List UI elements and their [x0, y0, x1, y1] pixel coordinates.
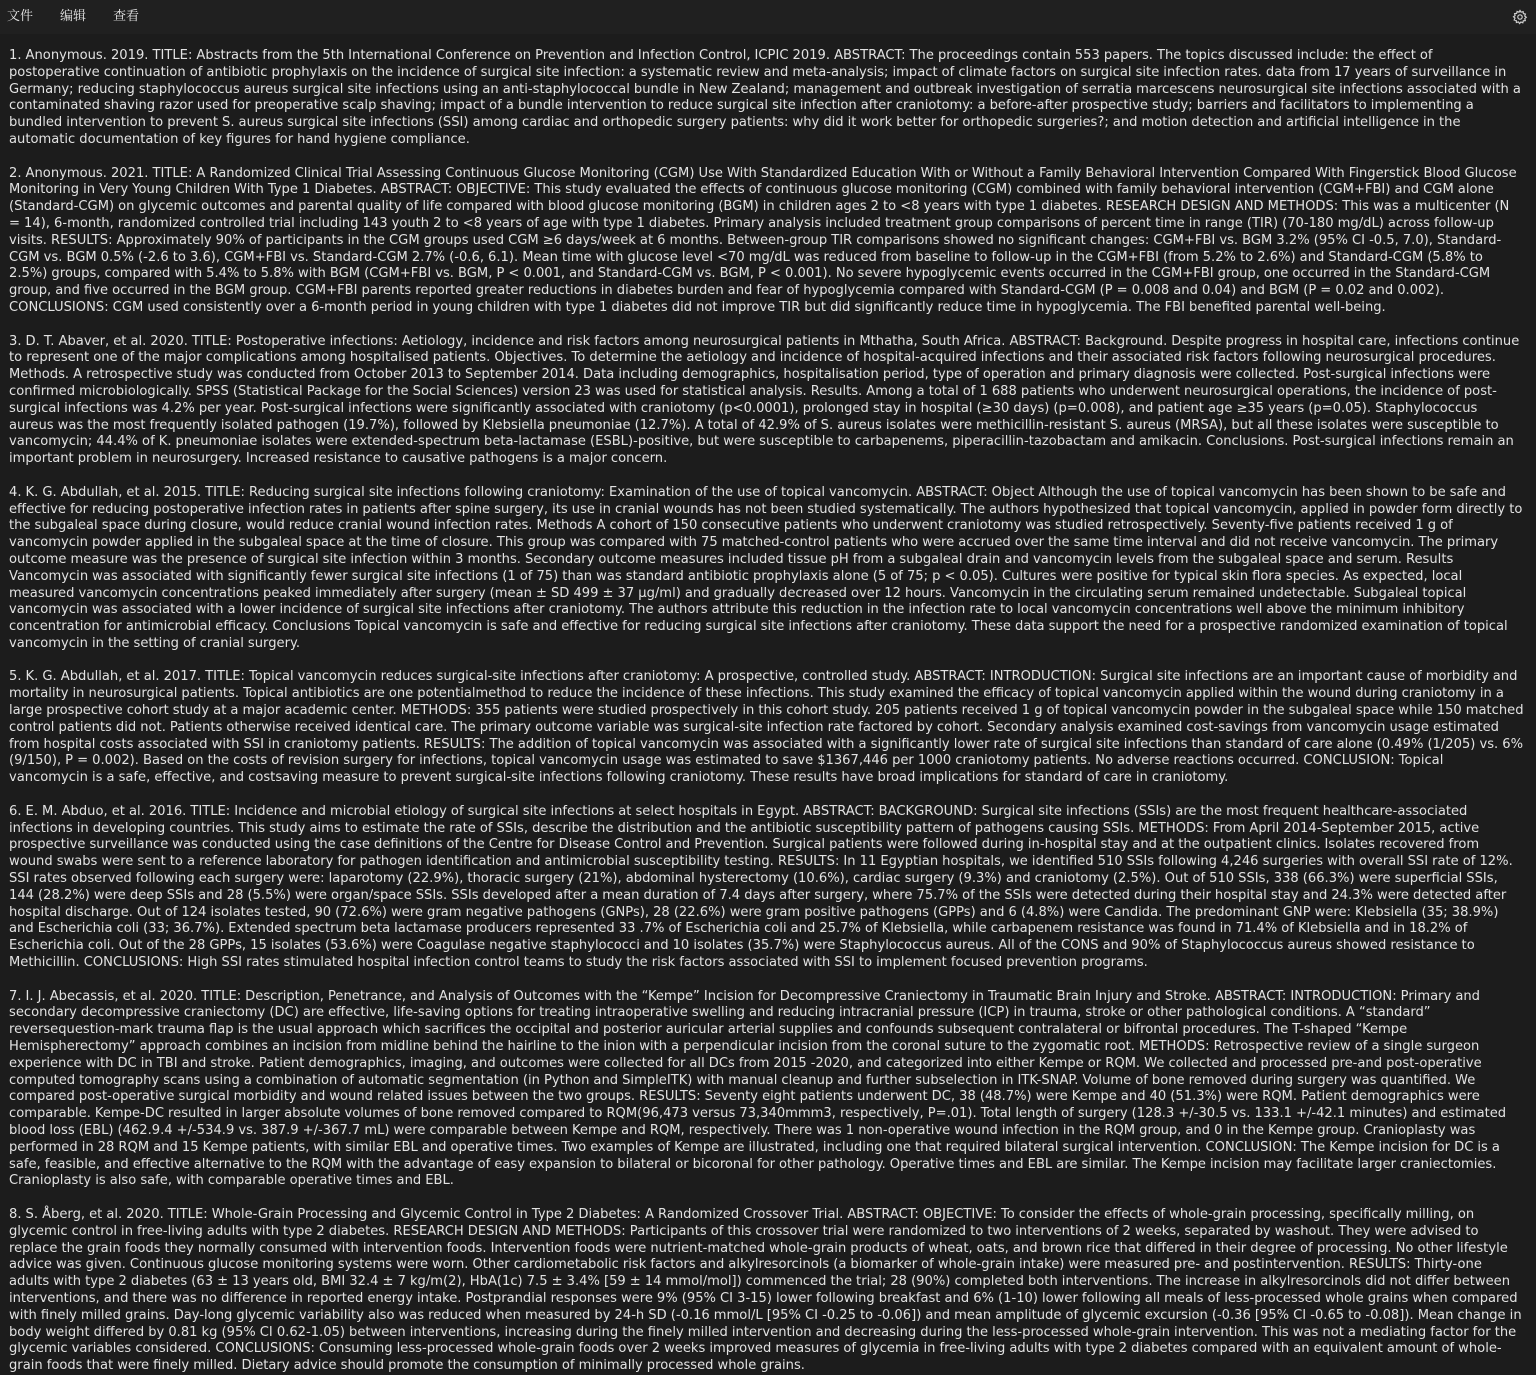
- menu-file[interactable]: 文件: [7, 9, 34, 24]
- text-editor-area[interactable]: [0, 34, 1536, 1374]
- reference-entry-1: 1. Anonymous. 2019. TITLE: Abstracts from the 5th International Conference on Prevention and Infection Control, ICPIC 2019. ABSTRACT: The proceedings contain 553 papers. The topics discussed include: the effect of postoperative continuation of antibiotic prophylaxis on the incidence of surgical site infection: a systematic review and meta-analysis; impact of climate factors on surgical site infection rates. data from 17 years of surveillance in Germany; reducing staphylococcus aureus surgical site infections using an anti-staphylococcal bundle in New Zealand; management and outbreak investigation of serratia marcescens neurosurgical site infections associated with a contaminated shaving razor used for preoperative scalp shaving; impact of a bundle intervention to reduce surgical site infection after craniotomy: a before-after prospective study; barriers and facilitators to implementing a bundled intervention to prevent S. aureus surgical site infections (SSI) among cardiac and orthopedic surgery patients: why did it work better for orthopedic surgeries?; and motion detection and artificial intelligence in the automatic documentation of key figures for hand hygiene compliance.: [9, 48, 1521, 147]
- reference-entry-3: 3. D. T. Abaver, et al. 2020. TITLE: Postoperative infections: Aetiology, incidence and risk factors among neurosurgical patients in Mthatha, South Africa. ABSTRACT: Background. Despite progress in hospital care, infections continue to represent one of the major complications among hospitalised patients. Objectives. To determine the aetiology and incidence of hospital-acquired infections and their associated risk factors following neurosurgical procedures. Methods. A retrospective study was conducted from October 2013 to September 2014. Data including demographics, hospitalisation period, type of operation and primary diagnosis were collected. Post-surgical infections were confirmed microbiologically. SPSS (Statistical Package for the Social Sciences) version 23 was used for statistical analysis. Results. Among a total of 1 688 patients who underwent neurosurgical operations, the incidence of post-surgical infections was 4.2% per year. Post-surgical infections were significantly associated with craniotomy (p<0.0001), prolonged stay in hospital (≥30 days) (p=0.008), and patient age ≥35 years (p=0.05). Staphylococcus aureus was the most frequently isolated pathogen (19.7%), followed by Klebsiella pneumoniae (12.7%). A total of 42.9% of S. aureus isolates were methicillin-resistant S. aureus (MRSA), but all these isolates were susceptible to vancomycin; 44.4% of K. pneumoniae isolates were extended-spectrum beta-lactamase (ESBL)-positive, but were susceptible to carbapenems, piperacillin-tazobactam and amikacin. Conclusions. Post-surgical infections remain an important problem in neurosurgery. Increased resistance to causative pathogens is a major concern.: [9, 333, 1520, 467]
- reference-entry-5: 5. K. G. Abdullah, et al. 2017. TITLE: Topical vancomycin reduces surgical-site infections after craniotomy: A prospective, controlled study. ABSTRACT: INTRODUCTION: Surgical site infections are an important cause of morbidity and mortality in neurosurgical patients. Topical antibiotics are one potentialmethod to reduce the incidence of these infections. This study examined the efficacy of topical vancomycin applied within the wound during craniotomy in a large prospective cohort study at a major academic center. METHODS: 355 patients were studied prospectively in this cohort study. 205 patients received 1 g of topical vancomycin powder in the subgaleal space while 150 matched control patients did not. Patients otherwise received identical care. The primary outcome variable was surgical-site infection rate factored by cohort. Secondary analysis examined cost-savings from vancomycin usage estimated from hospital costs associated with SSI in craniotomy patients. RESULTS: The addition of topical vancomycin was associated with a significantly lower rate of surgical site infections than standard of care alone (0.49% (1/205) vs. 6% (9/150), P = 0.002). Based on the costs of revision surgery for infections, topical vancomycin usage was estimated to save $1367,446 per 1000 craniotomy patients. No adverse reactions occurred. CONCLUSION: Topical vancomycin is a safe, effective, and costsaving measure to prevent surgical-site infections following craniotomy. These results have broad implications for standard of care in craniotomy.: [9, 669, 1524, 786]
- menu-edit[interactable]: 编辑: [60, 9, 87, 24]
- reference-entry-6: 6. E. M. Abduo, et al. 2016. TITLE: Incidence and microbial etiology of surgical site infections at select hospitals in Egypt. ABSTRACT: BACKGROUND: Surgical site infections (SSIs) are the most frequent healthcare-associated infections in developing countries. This study aims to estimate the rate of SSIs, describe the distribution and the antibiotic susceptibility pattern of pathogens causing SSIs. METHODS: From April 2014-September 2015, active prospective surveillance was conducted using the case definitions of the Centre for Disease Control and Prevention. Surgical patients were followed during in-hospital stay and at the outpatient clinics. Isolates recovered from wound swabs were sent to a reference laboratory for pathogen identification and antimicrobial susceptibility testing. RESULTS: In 11 Egyptian hospitals, we identified 510 SSIs following 4,246 surgeries with overall SSI rate of 12%. SSI rates observed following each surgery were: laparotomy (22.9%), thoracic surgery (21%), abdominal hysterectomy (10.6%), cardiac surgery (9.3%) and craniotomy (2.5%). Out of 510 SSIs, 338 (66.3%) were superficial SSIs, 144 (28.2%) were deep SSIs and 28 (5.5%) were organ/space SSIs. SSIs developed after a mean duration of 7.4 days after surgery, where 75.7% of the SSIs were detected during their hospital stay and 24.3% were detected after hospital discharge. Out of 124 isolates tested, 90 (72.6%) were gram negative pathogens (GNPs), 28 (22.6%) were gram positive pathogens (GPPs) and 6 (4.8%) were Candida. The predominant GNP were: Klebsiella (35; 38.9%) and Escherichia coli (33; 36.7%). Extended spectrum beta lactamase producers represented 33 .7% of Escherichia coli and 25.7% of Klebsiella, while carbapenem resistance was found in 71.4% of Klebsiella and in 18.2% of Escherichia coli. Out of the 28 GPPs, 15 isolates (53.6%) were Coagulase negative staphylococci and 10 isolates (35.7%) were Staphylococcus aureus. All of the CONS and 90% of Staphylococcus aureus showed resistance to Methicillin. CONCLUSIONS: High SSI rates stimulated hospital infection control teams to study the risk factors associated with SSI to implement focused prevention programs.: [9, 803, 1513, 971]
- reference-entry-7: 7. I. J. Abecassis, et al. 2020. TITLE: Description, Penetrance, and Analysis of Outcomes with the “Kempe” Incision for Decompressive Craniectomy in Traumatic Brain Injury and Stroke. ABSTRACT: INTRODUCTION: Primary and secondary decompressive craniectomy (DC) are effective, life-saving options for treating intraoperative swelling and reducing intracranial pressure (ICP) in trauma, stroke or other pathological conditions. A “standard” reversequestion-mark trauma flap is the usual approach which sacrifices the occipital and posterior auricular arterial supplies and confounds subsequent contralateral or bifrontal procedures. The T-shaped “Kempe Hemispherectomy” approach combines an incision from midline behind the hairline to the inion with a perpendicular incision from the coronal suture to the zygomatic root. METHODS: Retrospective review of a single surgeon experience with DC in TBI and stroke. Patient demographics, imaging, and outcomes were collected for all DCs from 2015 -2020, and categorized into either Kempe or RQM. We collected and processed pre-and post-operative computed tomography scans using a combination of automatic segmentation (in Python and SimpleITK) with manual cleanup and further subselection in ITK-SNAP. Volume of bone removed during surgery was quantified. We compared post-operative surgical morbidity and wound related issues between the two groups. RESULTS: Seventy eight patients underwent DC, 38 (48.7%) were Kempe and 40 (51.3%) were RQM. Patient demographics were comparable. Kempe-DC resulted in larger absolute volumes of bone removed compared to RQM(96,473 versus 73,340mmm3, respectively, P=.01). Total length of surgery (128.3 +/-30.5 vs. 133.1 +/-42.1 minutes) and estimated blood loss (EBL) (462.9.4 +/-534.9 vs. 387.9 +/-367.7 mL) were comparable between Kempe and RQM, respectively. There was 1 non-operative wound infection in the RQM group, and 0 in the Kempe group. Cranioplasty was performed in 28 RQM and 15 Kempe patients, with similar EBL and operative times. Two examples of Kempe are illustrated, including one that required bilateral surgical intervention. CONCLUSION: The Kempe incision for DC is a safe, feasible, and effective alternative to the RQM with the advantage of easy expansion to bilateral or bicoronal for other pathology. Operative times and EBL are similar. The Kempe incision may facilitate larger craniectomies. Cranioplasty is also safe, with comparable operative times and EBL.: [9, 988, 1507, 1189]
- reference-entry-8: 8. S. Åberg, et al. 2020. TITLE: Whole-Grain Processing and Glycemic Control in Type 2 Diabetes: A Randomized Crossover Trial. ABSTRACT: OBJECTIVE: To consider the effects of whole-grain processing, specifically milling, on glycemic control in free-living adults with type 2 diabetes. RESEARCH DESIGN AND METHODS: Participants of this crossover trial were randomized to two interventions of 2 weeks, separated by washout. They were advised to replace the grain foods they normally consumed with intervention foods. Intervention foods were nutrient-matched whole-grain products of wheat, oats, and brown rice that differed in their degree of processing. No other lifestyle advice was given. Continuous glucose monitoring systems were worn. Other cardiometabolic risk factors and alkylresorcinols (a biomarker of whole-grain intake) were measured pre- and postintervention. RESULTS: Thirty-one adults with type 2 diabetes (63 ± 13 years old, BMI 32.4 ± 7 kg/m(2), HbA(1c) 7.5 ± 3.4% [59 ± 14 mmol/mol]) commenced the trial; 28 (90%) completed both interventions. The increase in alkylresorcinols did not differ between interventions, and there was no difference in reported energy intake. Postprandial responses were 9% (95% CI 3-15) lower following breakfast and 6% (1-10) lower following all meals of less-processed whole grains when compared with finely milled grains. Day-long glycemic variability also was reduced when measured by 24-h SD (-0.16 mmol/L [95% CI -0.25 to -0.06]) and mean amplitude of glycemic excursion (-0.36 [95% CI -0.65 to -0.08]). Mean change in body weight differed by 0.81 kg (95% CI 0.62-1.05) between interventions, increasing during the finely milled intervention and decreasing during the less-processed whole-grain intervention. This was not a mediating factor for the glycemic variables considered. CONCLUSIONS: Consuming less-processed whole-grain foods over 2 weeks improved measures of glycemia in free-living adults with type 2 diabetes compared with an equivalent amount of whole-grain foods that were finely milled. Dietary advice should promote the consumption of minimally processed whole grains.: [9, 1206, 1522, 1374]
- reference-entry-4: 4. K. G. Abdullah, et al. 2015. TITLE: Reducing surgical site infections following craniotomy: Examination of the use of topical vancomycin. ABSTRACT: Object Although the use of topical vancomycin has been shown to be safe and effective for reducing postoperative infection rates in patients after spine surgery, its use in cranial wounds has not been studied systematically. The authors hypothesized that topical vancomycin, applied in powder form directly to the subgaleal space during closure, would reduce cranial wound infection rates. Methods A cohort of 150 consecutive patients who underwent craniotomy was studied retrospectively. Seventy-five patients received 1 g of vancomycin powder applied in the subgaleal space at the time of closure. This group was compared with 75 matched-control patients who were accrued over the same time interval and did not receive vancomycin. The primary outcome measure was the presence of surgical site infection within 3 months. Secondary outcome measures included tissue pH from a subgaleal drain and vancomycin levels from the subgaleal space and serum. Results Vancomycin was associated with significantly fewer surgical site infections (1 of 75) than was standard antibiotic prophylaxis alone (5 of 75; p < 0.05). Cultures were positive for typical skin flora species. As expected, local measured vancomycin concentrations peaked immediately after surgery (mean ± SD 499 ± 37 μg/ml) and gradually decreased over 12 hours. Vancomycin in the circulating serum remained undetectable. Subgaleal topical vancomycin was associated with a lower incidence of surgical site infections after craniotomy. The authors attribute this reduction in the infection rate to local vancomycin concentrations well above the minimum inhibitory concentration for antimicrobial efficacy. Conclusions Topical vancomycin is safe and effective for reducing surgical site infections after craniotomy. These data support the need for a prospective randomized examination of topical vancomycin in the setting of cranial surgery.: [9, 484, 1523, 651]
- menu-list: [7, 8, 166, 26]
- menu-view[interactable]: 查看: [113, 9, 140, 24]
- gear-icon[interactable]: [1512, 9, 1528, 25]
- menu-bar: [0, 0, 1536, 34]
- reference-entry-2: 2. Anonymous. 2021. TITLE: A Randomized Clinical Trial Assessing Continuous Glucose Monitoring (CGM) Use With Standardized Education With or Without a Family Behavioral Intervention Compared With Fingerstick Blood Glucose Monitoring in Very Young Children With Type 1 Diabetes. ABSTRACT: OBJECTIVE: This study evaluated the effects of continuous glucose monitoring (CGM) combined with family behavioral intervention (CGM+FBI) and CGM alone (Standard-CGM) on glycemic outcomes and parental quality of life compared with blood glucose monitoring (BGM) in children ages 2 to <8 years with type 1 diabetes. RESEARCH DESIGN AND METHODS: This was a multicenter (N = 14), 6-month, randomized controlled trial including 143 youth 2 to <8 years of age with type 1 diabetes. Primary analysis included treatment group comparisons of percent time in range (TIR) (70-180 mg/dL) across follow-up visits. RESULTS: Approximately 90% of participants in the CGM groups used CGM ≥6 days/week at 6 months. Between-group TIR comparisons showed no significant changes: CGM+FBI vs. BGM 3.2% (95% CI -0.5, 7.0), Standard-CGM vs. BGM 0.5% (-2.6 to 3.6), CGM+FBI vs. Standard-CGM 2.7% (-0.6, 6.1). Mean time with glucose level <70 mg/dL was reduced from baseline to follow-up in the CGM+FBI (from 5.2% to 2.6%) and Standard-CGM (5.8% to 2.5%) groups, compared with 5.4% to 5.8% with BGM (CGM+FBI vs. BGM, P < 0.001, and Standard-CGM vs. BGM, P < 0.001). No severe hypoglycemic events occurred in the CGM+FBI group, one occurred in the Standard-CGM group, and five occurred in the BGM group. CGM+FBI parents reported greater reductions in diabetes burden and fear of hypoglycemia compared with Standard-CGM (P = 0.008 and 0.04) and BGM (P = 0.02 and 0.002). CONCLUSIONS: CGM used consistently over a 6-month period in young children with type 1 diabetes did not improve TIR but did significantly reduce time in hypoglycemia. The FBI benefited parental well-being.: [9, 165, 1517, 315]
